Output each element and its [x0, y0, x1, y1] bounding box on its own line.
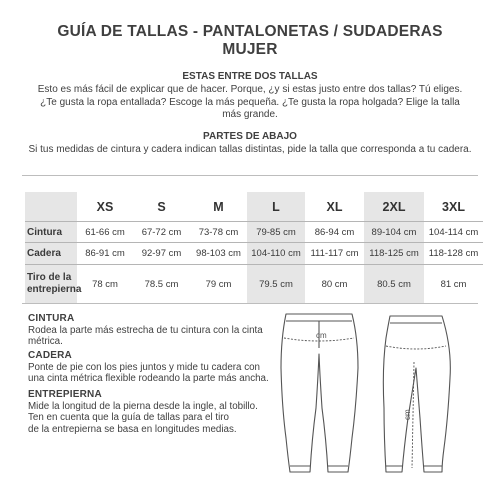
table-cell: 78 cm — [92, 278, 118, 290]
pants-side-diagram — [372, 308, 462, 478]
between-sizes-heading: ESTAS ENTRE DOS TALLAS — [182, 71, 318, 82]
table-cell: 86-94 cm — [305, 222, 364, 243]
hip-line-2: una cinta métrica flexible rodeando la parte más ancha. — [28, 373, 269, 384]
row-label-inseam-line2: entrepierna — [27, 284, 82, 295]
side-hip-measure — [386, 346, 446, 349]
size-header: XL — [305, 192, 364, 222]
waist-line-1: Rodea la parte más estrecha de tu cintura con la cinta — [28, 324, 263, 336]
table-cell: 61-66 cm — [77, 222, 133, 243]
page-title: GUÍA DE TALLAS - PANTALONETAS / SUDADERAS — [57, 23, 443, 40]
table-cell: 104-110 cm — [247, 243, 305, 265]
divider-top — [22, 175, 478, 176]
table-cell: 118-125 cm — [364, 243, 424, 265]
table-corner — [25, 192, 77, 222]
table-cell: 118-128 cm — [424, 243, 483, 265]
table-cell: 79 cm — [205, 278, 232, 290]
table-cell: 67-72 cm — [133, 222, 190, 243]
table-cell: 98-103 cm — [190, 243, 247, 265]
row-label-waist: Cintura — [25, 222, 77, 243]
table-cell: 80.5 cm — [364, 265, 424, 304]
table-cell: 86-91 cm — [77, 243, 133, 265]
table-cell: 79-85 cm — [247, 222, 305, 243]
table-cell: 104-114 cm — [424, 222, 483, 243]
table-cell: 111-117 cm — [305, 243, 364, 265]
table-cell: 73-78 cm — [190, 222, 247, 243]
side-pants-outline — [383, 316, 450, 472]
waist-line-2: métrica. — [28, 336, 63, 347]
table-cell: 80 cm — [321, 278, 348, 290]
size-header: 3XL — [424, 192, 483, 222]
intro-line-2: ¿Te gusta la ropa entallada? Escoge la más pequeña. ¿Te gusta la ropa holgada? Elige la talla — [40, 96, 460, 108]
table-row — [25, 243, 483, 265]
waist-info — [28, 313, 278, 348]
divider-bottom — [22, 303, 478, 304]
table-cell: 79.5 cm — [247, 265, 305, 304]
table-row — [25, 222, 483, 243]
inseam-heading: ENTREPIERNA — [28, 389, 102, 400]
intro-line-1: Esto es más fácil de explicar que de hacer. Porque, ¿y si estas justo entre dos tallas? Tú eliges. — [37, 84, 463, 95]
inseam-line-1: Mide la longitud de la pierna desde la ingle, al tobillo. — [28, 400, 258, 412]
bottoms-heading: PARTES DE ABAJO — [203, 131, 297, 142]
side-inseam-measure — [412, 362, 414, 468]
inseam-line-2: Ten en cuenta que la guía de tallas para el tiro — [28, 412, 229, 423]
page-subtitle: MUJER — [222, 41, 278, 58]
size-header: L — [247, 192, 305, 222]
row-label-inseam — [25, 265, 82, 304]
row-label-inseam-line1: Tiro de la — [27, 272, 72, 283]
waist-heading: CINTURA — [28, 313, 75, 324]
inseam-line-3: de la entrepierna se basa en longitudes medias. — [28, 423, 237, 435]
table-cell: 89-104 cm — [364, 222, 424, 243]
side-cm-label: cm — [403, 409, 412, 420]
table-cell: 92-97 cm — [133, 243, 190, 265]
table-row — [25, 265, 483, 304]
pants-front-diagram — [272, 308, 368, 478]
size-header: 2XL — [364, 192, 424, 222]
table-cell: 78.5 cm — [144, 278, 179, 290]
hip-info — [28, 350, 278, 385]
row-label-hip: Cadera — [25, 243, 77, 265]
intro-line-3: más grande. — [222, 109, 278, 120]
table-cell: 81 cm — [440, 278, 467, 290]
hip-line-1: Ponte de pie con los pies juntos y mide tu cadera con — [28, 361, 261, 373]
bottoms-text: Si tus medidas de cintura y cadera indican tallas distintas, pide la talla que corresponda a tu cadera. — [28, 144, 472, 155]
hip-heading: CADERA — [28, 350, 72, 361]
size-header: M — [190, 192, 247, 222]
size-header: S — [133, 192, 190, 222]
front-cm-label: cm — [316, 331, 327, 340]
inseam-info — [28, 389, 278, 435]
size-header: XS — [77, 192, 133, 222]
size-table — [25, 192, 483, 303]
